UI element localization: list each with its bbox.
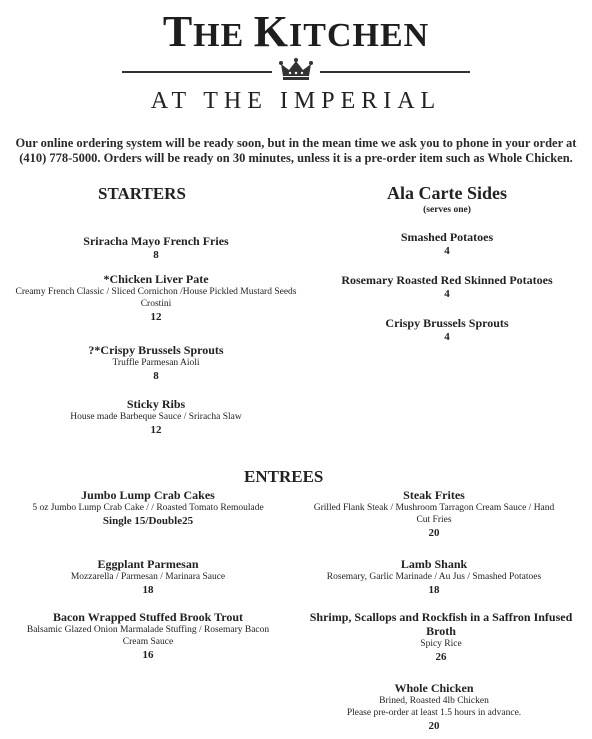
title-initial-k: K: [253, 7, 290, 56]
entree-item: [291, 610, 591, 664]
item-description: Rosemary, Garlic Marinade / Au Jus / Smashed Potatoes: [326, 572, 542, 582]
divider-right: [320, 71, 470, 73]
item-name: Shrimp, Scallops and Rockfish in a Saffron Infused: [309, 610, 573, 624]
title-rest-the: HE: [193, 17, 254, 54]
item-price: 8: [153, 370, 159, 382]
item-description: Creamy French Classic / Sliced Cornichon /House Pickled Mustard Seeds: [15, 287, 297, 297]
item-price: 20: [428, 720, 440, 732]
side-item: [304, 230, 590, 258]
starters-heading: STARTERS: [98, 184, 186, 203]
item-price: 16: [142, 649, 154, 661]
crown-icon: [279, 58, 313, 82]
item-description: Mozzarella / Parmesan / Marinara Sauce: [70, 572, 226, 582]
item-name: Steak Frites: [403, 488, 465, 502]
item-description: Balsamic Glazed Onion Marmalade Stuffing / Rosemary Bacon: [26, 625, 270, 635]
entrees-heading: ENTREES: [244, 467, 324, 486]
item-description: Brined, Roasted 4lb Chicken: [379, 696, 489, 706]
starter-item: [13, 234, 299, 262]
item-description: Cut Fries: [416, 515, 452, 525]
item-name: ?*Crispy Brussels Sprouts: [88, 343, 224, 357]
item-price: 12: [150, 311, 162, 323]
item-name: Broth: [426, 624, 456, 638]
item-name: Rosemary Roasted Red Skinned Potatoes: [341, 273, 553, 287]
item-price: 18: [142, 584, 154, 596]
item-price: 8: [153, 249, 159, 261]
starter-item: [13, 343, 299, 383]
title-initial-t: T: [162, 7, 194, 56]
entree-item: [291, 488, 577, 540]
item-name: Crispy Brussels Sprouts: [385, 316, 509, 330]
entree-item: [5, 557, 291, 597]
item-name: Lamb Shank: [400, 557, 468, 571]
item-name: Smashed Potatoes: [400, 230, 494, 244]
sides-header: [304, 183, 590, 216]
subtitle: AT THE IMPERIAL: [150, 88, 442, 114]
item-name: Bacon Wrapped Stuffed Brook Trout: [52, 610, 244, 624]
starter-item: [13, 272, 299, 324]
entree-item: [5, 610, 291, 662]
item-name: Eggplant Parmesan: [97, 557, 199, 571]
restaurant-title: [0, 6, 592, 57]
sides-subheading: (serves one): [423, 205, 471, 215]
item-price: 18: [428, 584, 440, 596]
sides-heading: Ala Carte Sides: [387, 183, 507, 203]
divider-left: [122, 71, 272, 73]
item-name: Whole Chicken: [394, 681, 474, 695]
item-price: 26: [435, 651, 447, 663]
starter-item: [13, 397, 299, 437]
item-price: 4: [444, 288, 450, 300]
item-description: 5 oz Jumbo Lump Crab Cake / / Roasted Tomato Remoulade: [32, 503, 264, 513]
item-description: Please pre-order at least 1.5 hours in advance.: [346, 708, 522, 718]
item-name: Sriracha Mayo French Fries: [83, 234, 229, 248]
item-price: 20: [428, 527, 440, 539]
item-price: 4: [444, 331, 450, 343]
item-price: Single 15/Double25: [102, 515, 194, 527]
entree-item: [5, 488, 291, 528]
item-description: Grilled Flank Steak / Mushroom Tarragon Cream Sauce / Hand: [313, 503, 555, 513]
item-name: Jumbo Lump Crab Cakes: [81, 488, 215, 502]
item-description: House made Barbeque Sauce / Sriracha Slaw: [70, 412, 242, 422]
item-description: Cream Sauce: [122, 637, 174, 647]
item-description: Spicy Rice: [420, 639, 462, 649]
item-price: 12: [150, 424, 162, 436]
item-name: Sticky Ribs: [126, 397, 186, 411]
side-item: [304, 273, 590, 301]
item-description: Truffle Parmesan Aioli: [112, 358, 200, 368]
item-name: *Chicken Liver Pate: [103, 272, 209, 286]
side-item: [304, 316, 590, 344]
ordering-notice: Our online ordering system will be ready soon, but in the mean time we ask you to phone in your order at (410) 778-5000. Orders will be ready on 30 minutes, unless it is a pre-order item such as Whole Chicken.: [15, 136, 577, 165]
item-price: 4: [444, 245, 450, 257]
entree-item: [291, 557, 577, 597]
item-description: Crostini: [140, 299, 172, 309]
title-rest-kitchen: ITCHEN: [289, 17, 430, 54]
entree-item: [291, 681, 577, 733]
